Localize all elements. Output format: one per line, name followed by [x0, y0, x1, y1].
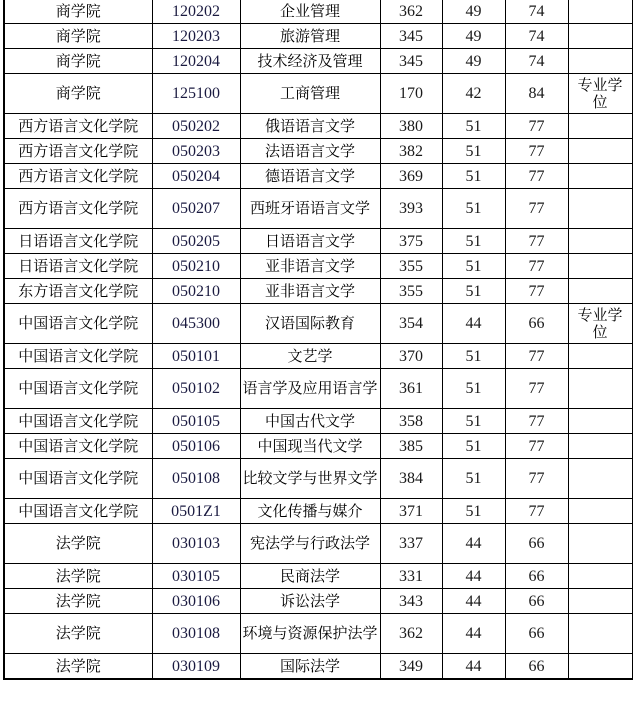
college-cell: 法学院	[4, 614, 152, 654]
note-cell	[568, 189, 632, 229]
single-subject-score-b-cell: 66	[505, 654, 568, 680]
major-name-cell: 法语语言文学	[240, 139, 380, 164]
major-code-cell: 125100	[152, 74, 240, 114]
note-cell	[568, 279, 632, 304]
major-code-cell: 050202	[152, 114, 240, 139]
single-subject-score-a-cell: 44	[442, 654, 505, 680]
single-subject-score-a-cell: 51	[442, 279, 505, 304]
total-score-cell: 345	[380, 49, 442, 74]
major-name-cell: 文艺学	[240, 344, 380, 369]
total-score-cell: 331	[380, 564, 442, 589]
single-subject-score-a-cell: 51	[442, 114, 505, 139]
single-subject-score-b-cell: 77	[505, 459, 568, 499]
score-table-container	[3, 0, 633, 680]
major-name-cell: 语言学及应用语言学	[240, 369, 380, 409]
single-subject-score-a-cell: 51	[442, 434, 505, 459]
note-cell	[568, 229, 632, 254]
note-cell	[568, 254, 632, 279]
college-cell: 中国语言文化学院	[4, 499, 152, 524]
college-cell: 中国语言文化学院	[4, 369, 152, 409]
major-name-cell: 中国古代文学	[240, 409, 380, 434]
major-name-cell: 技术经济及管理	[240, 49, 380, 74]
college-cell: 商学院	[4, 49, 152, 74]
table-row	[4, 344, 632, 369]
single-subject-score-a-cell: 51	[442, 409, 505, 434]
single-subject-score-b-cell: 66	[505, 304, 568, 344]
single-subject-score-b-cell: 66	[505, 564, 568, 589]
table-row	[4, 229, 632, 254]
single-subject-score-b-cell: 66	[505, 614, 568, 654]
single-subject-score-a-cell: 51	[442, 459, 505, 499]
single-subject-score-b-cell: 77	[505, 114, 568, 139]
single-subject-score-b-cell: 77	[505, 164, 568, 189]
major-name-cell: 俄语语言文学	[240, 114, 380, 139]
major-name-cell: 工商管理	[240, 74, 380, 114]
table-row	[4, 409, 632, 434]
major-name-cell: 西班牙语语言文学	[240, 189, 380, 229]
table-row	[4, 524, 632, 564]
college-cell: 西方语言文化学院	[4, 164, 152, 189]
college-cell: 西方语言文化学院	[4, 114, 152, 139]
total-score-cell: 361	[380, 369, 442, 409]
major-code-cell: 030103	[152, 524, 240, 564]
table-row	[4, 589, 632, 614]
college-cell: 法学院	[4, 589, 152, 614]
total-score-cell: 355	[380, 279, 442, 304]
major-name-cell: 国际法学	[240, 654, 380, 680]
total-score-cell: 385	[380, 434, 442, 459]
total-score-cell: 170	[380, 74, 442, 114]
single-subject-score-a-cell: 51	[442, 164, 505, 189]
table-row	[4, 434, 632, 459]
note-cell	[568, 524, 632, 564]
college-cell: 中国语言文化学院	[4, 304, 152, 344]
college-cell: 西方语言文化学院	[4, 139, 152, 164]
single-subject-score-a-cell: 51	[442, 254, 505, 279]
single-subject-score-a-cell: 44	[442, 304, 505, 344]
major-name-cell: 旅游管理	[240, 24, 380, 49]
single-subject-score-a-cell: 51	[442, 344, 505, 369]
single-subject-score-b-cell: 77	[505, 189, 568, 229]
major-code-cell: 050204	[152, 164, 240, 189]
total-score-cell: 393	[380, 189, 442, 229]
single-subject-score-b-cell: 77	[505, 139, 568, 164]
table-row	[4, 564, 632, 589]
total-score-cell: 349	[380, 654, 442, 680]
total-score-cell: 355	[380, 254, 442, 279]
college-cell: 中国语言文化学院	[4, 344, 152, 369]
total-score-cell: 371	[380, 499, 442, 524]
single-subject-score-a-cell: 51	[442, 189, 505, 229]
major-name-cell: 中国现当代文学	[240, 434, 380, 459]
major-name-cell: 文化传播与媒介	[240, 499, 380, 524]
single-subject-score-b-cell: 77	[505, 499, 568, 524]
note-cell: 专业学位	[568, 304, 632, 344]
single-subject-score-b-cell: 77	[505, 344, 568, 369]
total-score-cell: 354	[380, 304, 442, 344]
total-score-cell: 369	[380, 164, 442, 189]
table-row	[4, 114, 632, 139]
note-cell	[568, 164, 632, 189]
table-row	[4, 0, 632, 24]
college-cell: 日语语言文化学院	[4, 254, 152, 279]
total-score-cell: 343	[380, 589, 442, 614]
major-name-cell: 比较文学与世界文学	[240, 459, 380, 499]
major-code-cell: 050203	[152, 139, 240, 164]
college-cell: 商学院	[4, 74, 152, 114]
table-row	[4, 499, 632, 524]
college-cell: 法学院	[4, 654, 152, 680]
major-name-cell: 亚非语言文学	[240, 254, 380, 279]
major-code-cell: 120204	[152, 49, 240, 74]
major-code-cell: 045300	[152, 304, 240, 344]
single-subject-score-a-cell: 51	[442, 499, 505, 524]
total-score-cell: 358	[380, 409, 442, 434]
college-cell: 法学院	[4, 564, 152, 589]
note-cell	[568, 369, 632, 409]
major-name-cell: 民商法学	[240, 564, 380, 589]
table-row	[4, 614, 632, 654]
major-name-cell: 企业管理	[240, 0, 380, 24]
single-subject-score-a-cell: 44	[442, 524, 505, 564]
note-cell	[568, 499, 632, 524]
major-code-cell: 050102	[152, 369, 240, 409]
major-code-cell: 050210	[152, 279, 240, 304]
note-cell	[568, 344, 632, 369]
single-subject-score-b-cell: 77	[505, 254, 568, 279]
total-score-cell: 337	[380, 524, 442, 564]
major-code-cell: 120203	[152, 24, 240, 49]
major-code-cell: 050101	[152, 344, 240, 369]
major-name-cell: 德语语言文学	[240, 164, 380, 189]
table-row	[4, 189, 632, 229]
single-subject-score-a-cell: 49	[442, 0, 505, 24]
major-name-cell: 宪法学与行政法学	[240, 524, 380, 564]
single-subject-score-b-cell: 74	[505, 49, 568, 74]
single-subject-score-b-cell: 77	[505, 279, 568, 304]
college-cell: 西方语言文化学院	[4, 189, 152, 229]
college-cell: 中国语言文化学院	[4, 434, 152, 459]
single-subject-score-b-cell: 77	[505, 409, 568, 434]
single-subject-score-a-cell: 42	[442, 74, 505, 114]
single-subject-score-a-cell: 51	[442, 229, 505, 254]
major-name-cell: 诉讼法学	[240, 589, 380, 614]
major-name-cell: 亚非语言文学	[240, 279, 380, 304]
single-subject-score-a-cell: 44	[442, 564, 505, 589]
major-code-cell: 050210	[152, 254, 240, 279]
note-cell	[568, 24, 632, 49]
single-subject-score-a-cell: 51	[442, 369, 505, 409]
single-subject-score-b-cell: 66	[505, 524, 568, 564]
single-subject-score-a-cell: 51	[442, 139, 505, 164]
table-row	[4, 164, 632, 189]
note-cell	[568, 459, 632, 499]
total-score-cell: 370	[380, 344, 442, 369]
major-code-cell: 0501Z1	[152, 499, 240, 524]
major-code-cell: 030108	[152, 614, 240, 654]
total-score-cell: 362	[380, 614, 442, 654]
note-cell	[568, 589, 632, 614]
note-cell	[568, 139, 632, 164]
major-code-cell: 120202	[152, 0, 240, 24]
table-row	[4, 279, 632, 304]
college-cell: 商学院	[4, 0, 152, 24]
table-row	[4, 74, 632, 114]
major-code-cell: 030105	[152, 564, 240, 589]
single-subject-score-b-cell: 66	[505, 589, 568, 614]
note-cell	[568, 0, 632, 24]
note-cell	[568, 434, 632, 459]
table-row	[4, 654, 632, 680]
note-cell: 专业学位	[568, 74, 632, 114]
single-subject-score-a-cell: 49	[442, 49, 505, 74]
single-subject-score-b-cell: 74	[505, 24, 568, 49]
college-cell: 中国语言文化学院	[4, 409, 152, 434]
note-cell	[568, 564, 632, 589]
table-row	[4, 24, 632, 49]
college-cell: 商学院	[4, 24, 152, 49]
table-row	[4, 304, 632, 344]
major-name-cell: 日语语言文学	[240, 229, 380, 254]
college-cell: 中国语言文化学院	[4, 459, 152, 499]
total-score-cell: 345	[380, 24, 442, 49]
major-name-cell: 汉语国际教育	[240, 304, 380, 344]
table-row	[4, 139, 632, 164]
table-row	[4, 49, 632, 74]
total-score-cell: 382	[380, 139, 442, 164]
total-score-cell: 384	[380, 459, 442, 499]
single-subject-score-b-cell: 74	[505, 0, 568, 24]
college-cell: 东方语言文化学院	[4, 279, 152, 304]
table-row	[4, 369, 632, 409]
note-cell	[568, 654, 632, 680]
major-name-cell: 环境与资源保护法学	[240, 614, 380, 654]
total-score-cell: 380	[380, 114, 442, 139]
college-cell: 法学院	[4, 524, 152, 564]
college-cell: 日语语言文化学院	[4, 229, 152, 254]
major-code-cell: 050105	[152, 409, 240, 434]
single-subject-score-b-cell: 77	[505, 229, 568, 254]
major-code-cell: 030106	[152, 589, 240, 614]
single-subject-score-a-cell: 49	[442, 24, 505, 49]
major-code-cell: 050207	[152, 189, 240, 229]
single-subject-score-b-cell: 84	[505, 74, 568, 114]
note-cell	[568, 114, 632, 139]
total-score-cell: 375	[380, 229, 442, 254]
note-cell	[568, 49, 632, 74]
single-subject-score-a-cell: 44	[442, 614, 505, 654]
table-row	[4, 254, 632, 279]
major-code-cell: 050108	[152, 459, 240, 499]
major-code-cell: 030109	[152, 654, 240, 680]
note-cell	[568, 409, 632, 434]
admission-score-table	[3, 0, 633, 680]
major-code-cell: 050205	[152, 229, 240, 254]
single-subject-score-a-cell: 44	[442, 589, 505, 614]
single-subject-score-b-cell: 77	[505, 434, 568, 459]
total-score-cell: 362	[380, 0, 442, 24]
major-code-cell: 050106	[152, 434, 240, 459]
table-row	[4, 459, 632, 499]
table-body	[4, 0, 632, 679]
single-subject-score-b-cell: 77	[505, 369, 568, 409]
note-cell	[568, 614, 632, 654]
